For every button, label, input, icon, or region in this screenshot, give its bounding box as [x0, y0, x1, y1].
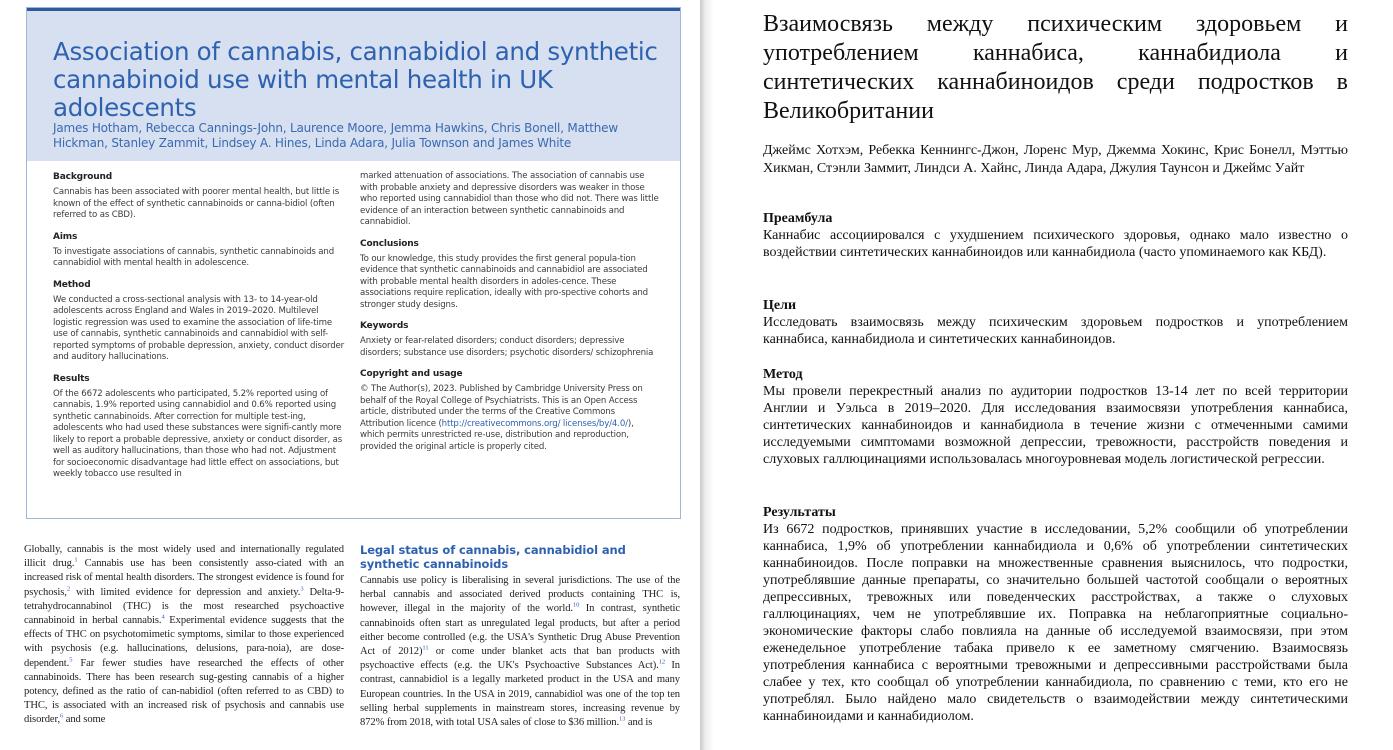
background-heading: Background: [53, 172, 113, 182]
body-text: or come under blanket acts that ban products with psychoactive effects (e.g. the UK's Psychoactive Substances Act).: [360, 646, 681, 672]
aims-text: To investigate associations of cannabis, synthetic cannabinoids and cannabidiol with mental health in adolescence.: [53, 246, 334, 268]
aims-heading: Aims: [53, 231, 78, 242]
paper-title: Association of cannabis, cannabidiol and synthetic cannabinoid use with mental health in UK adolescents: [53, 37, 658, 122]
aims-heading-ru: Цели: [763, 298, 797, 313]
body-text: and is: [625, 717, 653, 729]
reference-marker[interactable]: 2: [66, 585, 71, 593]
copyright-heading: Copyright and usage: [360, 369, 463, 379]
reference-marker[interactable]: 3: [300, 585, 304, 593]
method-heading: Method: [53, 279, 91, 290]
reference-marker[interactable]: 6: [60, 712, 64, 720]
reference-marker[interactable]: 5: [69, 656, 73, 664]
copyright-text: [360, 384, 660, 453]
method-heading-ru: Метод: [763, 367, 803, 382]
legal-status-heading: Legal status of cannabis, cannabidiol and synthetic cannabinoids: [360, 543, 626, 571]
body-right-column: [360, 543, 680, 730]
body-text: with limited evidence for depression and anxiety.: [70, 586, 301, 598]
results-heading-ru: Результаты: [763, 505, 836, 520]
copyright-text-part-2: ), which permits unrestricted re-use, distribution and reproduction, provided the original article is properly cited.: [360, 418, 634, 452]
page-divider-shadow: [700, 0, 714, 750]
keywords-text: Anxiety or fear-related disorders; conduct disorders; depressive disorders; substance use disorders; psychotic disorders/ schizophrenia: [360, 336, 654, 358]
results-text: Of the 6672 adolescents who participated, 5.2% reported using of cannabis, 1.9% reported using cannabidiol and 0.6% reported using synthetic cannabinoids. After correction for multiple test-ing, adolescents who had used these substances were signifi-cantly more likely to report a probable depressive, anxiety or conduct disorder, as well as auditory hallucinations, than those who had not. Adjustment for socioeconomic disadvantage had little effect on associations, but weekly tobacco use resulted in: [53, 388, 343, 479]
body-left-column: [24, 543, 344, 728]
results-continued-text: marked attenuation of associations. The association of cannabis use with probable anxiety and depressive disorders was weaker in those who reported using cannabidiol than those who did not. There was little evidence of an interaction between synthetic cannabinoids and cannabidiol.: [360, 171, 659, 227]
reference-marker[interactable]: 12: [658, 658, 666, 666]
translated-authors: Джеймс Хотхэм, Ребекка Кеннингс-Джон, Лоренс Мур, Джемма Хокинс, Крис Бонелл, Мэттью Хикман, Стэнли Заммит, Линдси А. Хайнс, Линда Адара, Джулия Таунсон и Джеймс Уайт: [763, 143, 1348, 176]
results-heading: Results: [53, 373, 90, 384]
reference-marker[interactable]: 13: [619, 715, 626, 723]
body-text: Globally, cannabis is the most widely used and internationally regulated illicit drug.: [24, 544, 344, 570]
body-text: and some: [63, 714, 106, 726]
conclusions-text: To our knowledge, this study provides the first general popula-tion evidence that synthetic cannabinoids and cannabidiol are associated with probable mental health disorders in adoles-cence. These associations require replication, ideally with pro-spective cohorts and stronger study designs.: [360, 253, 648, 310]
aims-text-ru: Исследовать взаимосвязь между психическим здоровьем подростков и употреблением каннабиса, каннабидиола и синтетических каннабиноидов.: [763, 315, 1348, 347]
abstract-left-column: [53, 172, 345, 491]
method-text-ru: Мы провели перекрестный анализ по аудитории подростков 13-14 лет по всей территории Англии и Уэльса в 2019–2020. Для исследования взаимосвязи употребления каннабиса, синтетических каннабиноидов и каннабидиола в течение жизни с отмеченными самими исследуемыми симптомами возможной депрессии, тревожности, расстройств поведения и слуховых галлюцинациями использовалась многоуровневая модель логистической регрессии.: [763, 384, 1348, 467]
article-header-box: [26, 7, 681, 519]
conclusions-heading: Conclusions: [360, 238, 419, 249]
keywords-heading: Keywords: [360, 321, 409, 331]
aims-section: [763, 297, 1348, 348]
body-text: Far fewer studies have researched the effects of other cannabinoids. There has been research sug-gesting cannabis of a higher potency, defined as the ratio of can-nabidiol (often referred to as CBD) to THC, is associated with an increased risk of psychosis and cannabis use disorder,: [24, 657, 344, 726]
body-text: Cannabis use has been consistently asso-ciated with an increased risk of mental health disorders. The strongest evidence is found for psychosis,: [24, 558, 344, 598]
body-text: In contrast, cannabidiol is a legally marketed product in the USA and many European countries. In the USA in 2019, cannabidiol was one of the top ten selling herbal supplements in mainstream stores, increasing revenue by 872% from 2018, with total USA sales of close to $36 million.: [360, 660, 680, 729]
abstract-right-column: [360, 171, 660, 463]
body-text: Delta-9-tetrahydrocannabinol (THC) is the most researched psychoactive cannabinoid in herbal cannabis.: [24, 586, 344, 627]
copyright-text-part-1: © The Author(s), 2023. Published by Cambridge University Press on behalf of the Royal College of Psychiatrists. This is an Open Access article, distributed under the terms of the Creative Commons Attribution licence (: [360, 384, 643, 429]
results-text-ru: Из 6672 подростков, принявших участие в исследовании, 5,2% сообщили об употреблении каннабиса, 1,9% об употреблении каннабидиола и 0,6% об употреблении синтетических каннабиноидов. После поправки на множественные сравнения выяснилось, что подростки, употреблявшие данные препараты, со значительно большей частотой сообщали о вероятных депрессивных, тревожных или поведенческих расстройствах, а также о слуховых галлюцинациях, чем не употреблявшие их. Поправка на неблагоприятные социально-экономические факторы слабо повлияла на данные об исследуемой взаимосвязи, при этом еженедельное употребление табака привело к ее заметному смягчению. Взаимосвязь употребления каннабиса с вероятными тревожными и депрессивными расстройствами была слабее у тех, кто сообщал об употреблении каннабидиола, по сравнению с теми, кто его не употреблял. Было найдено мало свидетельств о взаимодействии между синтетическими каннабиноидами и каннабидиолом.: [763, 522, 1348, 724]
results-section: [763, 504, 1348, 725]
reference-marker[interactable]: 11: [422, 644, 429, 652]
reference-marker[interactable]: 10: [572, 601, 580, 609]
background-text: Cannabis has been associated with poorer mental health, but little is known of the effect of synthetic cannabinoids or canna-bidiol (often referred to as CBD).: [53, 187, 340, 220]
translated-title: Взаимосвязь между психическим здоровьем и употреблением каннабиса, каннабидиола и синтетических каннабиноидов среди подростков в Великобритании: [763, 11, 1348, 124]
method-section: [763, 366, 1348, 468]
method-text: We conducted a cross-sectional analysis with 13- to 14-year-old adolescents across England and Wales in 2019–2020. Multilevel logistic regression was used to examine the association of life-time use of cannabis, synthetic cannabinoids and cannabidiol with self-reported symptoms of probable depression, anxiety, conduct disorder and auditory hallucinations.: [53, 294, 345, 362]
body-text: In contrast, synthetic cannabinoids often start as unregulated legal products, but after a period either become controlled (e.g. the USA's Synthetic Drug Abuse Prevention Act of 2012): [360, 603, 680, 658]
paper-authors: James Hotham, Rebecca Cannings-John, Laurence Moore, Jemma Hawkins, Chris Bonell, Matthew Hickman, Stanley Zammit, Lindsey A. Hines, Linda Adara, Julia Townson and James White: [53, 121, 618, 150]
russian-translation-page: [714, 0, 1393, 750]
preamble-text: Каннабис ассоциировался с ухудшением психического здоровья, однако мало известно о воздействии синтетических каннабиноидов или каннабидиола (часто упоминаемого как КБД).: [763, 228, 1348, 260]
preamble-section: [763, 210, 1348, 261]
preamble-heading: Преамбула: [763, 211, 833, 226]
reference-marker[interactable]: 1: [74, 556, 78, 564]
reference-marker[interactable]: 4: [161, 613, 165, 621]
body-text: Experimental evidence suggests that the effects of THC on psychotomimetic symptoms, similar to those experienced with psychosis (e.g. hallucinations, delusions, para-noia), are dose-dependent.: [24, 615, 344, 669]
body-text: Cannabis use policy is liberalising in several jurisdictions. The use of the herbal cannabis and associated derived products containing THC is, however, illegal in the majority of the world.: [360, 575, 680, 615]
license-link[interactable]: http://creativecommons.org/ licenses/by/4.0/: [441, 418, 628, 429]
